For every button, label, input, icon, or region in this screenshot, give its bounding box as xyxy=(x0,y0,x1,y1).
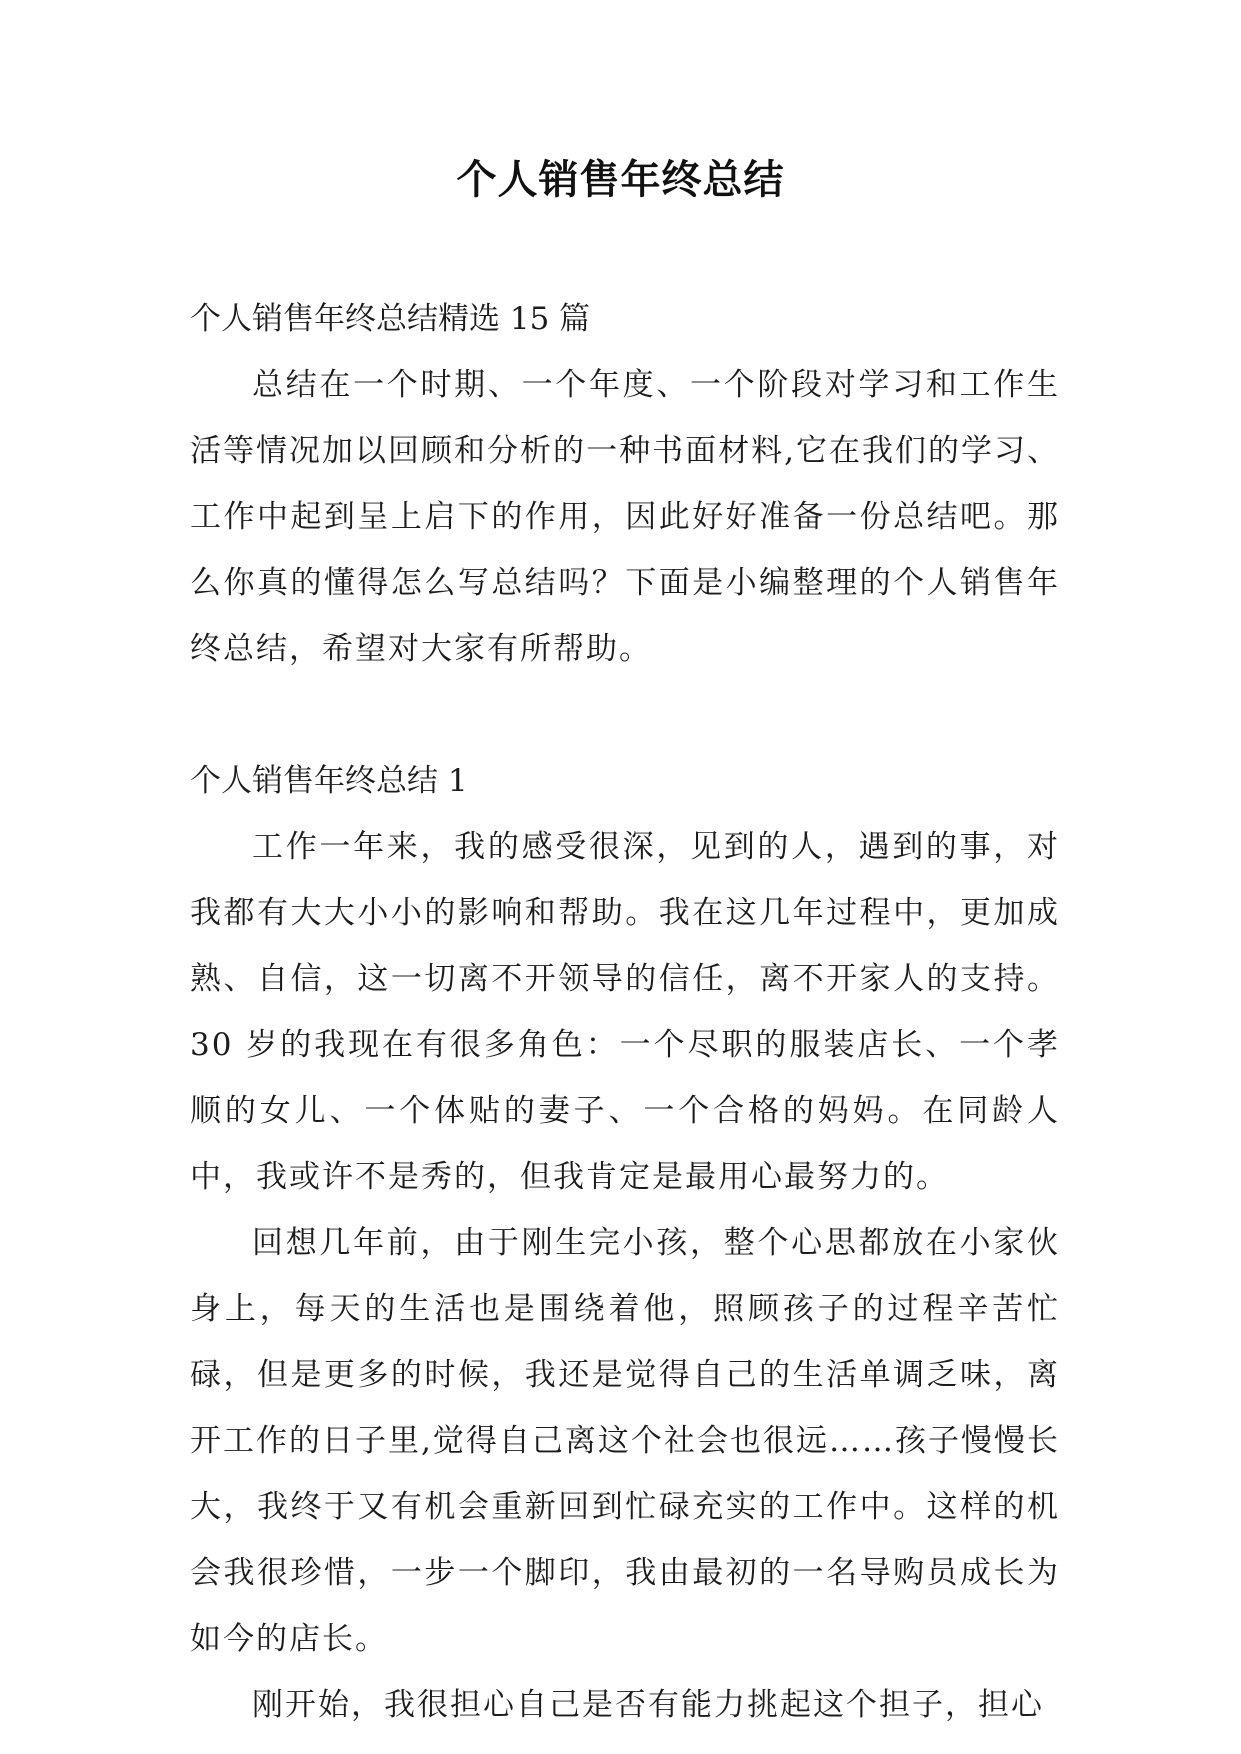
body-paragraph: 工作一年来，我的感受很深，见到的人，遇到的事，对我都有大大小小的影响和帮助。我在这几年过程中，更加成熟、自信，这一切离不开领导的信任，离不开家人的支持。30 岁的我现在有很多角色：一个尽职的服装店长、一个孝顺的女儿、一个体贴的妻子、一个合格的妈妈。在同龄人中，我或许不是秀的，但我肯定是最用心最努力的。 xyxy=(190,829,1060,1195)
section-spacer xyxy=(190,682,1060,748)
body-paragraph: 刚开始，我很担心自己是否有能力挑起这个担子，担心 xyxy=(252,1687,1044,1723)
document-title: 个人销售年终总结 xyxy=(456,156,785,203)
document-subtitle: 个人销售年终总结精选 15 篇 xyxy=(190,301,591,337)
intro-paragraph: 总结在一个时期、一个年度、一个阶段对学习和工作生活等情况加以回顾和分析的一种书面材料,它在我们的学习、工作中起到呈上启下的作用，因此好好准备一份总结吧。那么你真的懂得怎么写总结吗？下面是小编整理的个人销售年终总结，希望对大家有所帮助。 xyxy=(190,367,1060,667)
document-body xyxy=(190,286,1060,1738)
section-heading: 个人销售年终总结 1 xyxy=(190,763,468,799)
body-paragraph: 回想几年前，由于刚生完小孩，整个心思都放在小家伙身上，每天的生活也是围绕着他，照顾孩子的过程辛苦忙碌，但是更多的时候，我还是觉得自己的生活单调乏味，离开工作的日子里,觉得自己离这个社会也很远……孩子慢慢长大，我终于又有机会重新回到忙碌充实的工作中。这样的机会我很珍惜，一步一个脚印，我由最初的一名导购员成长为如今的店长。 xyxy=(190,1225,1060,1657)
